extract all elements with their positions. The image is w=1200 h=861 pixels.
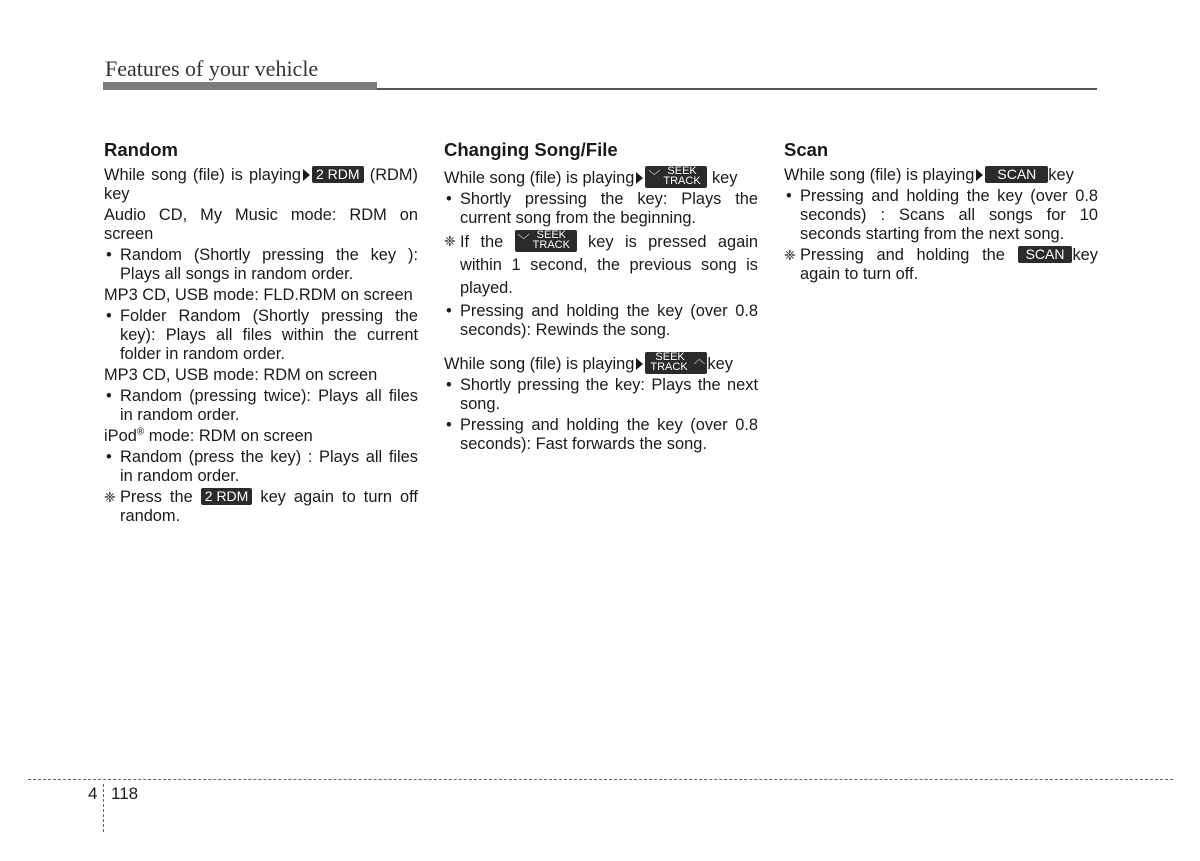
play-arrow-icon (636, 172, 643, 184)
random-intro-text: While song (file) is playing (104, 166, 301, 184)
chevron-down-icon: ﹀ (517, 233, 530, 247)
header-rule-thick (103, 82, 377, 90)
random-bullet-1: • Random (Shortly pressing the key ): Plays all songs in random order. (104, 246, 418, 284)
random-bullet-2: • Folder Random (Shortly pressing the key): Plays all files within the current folder in random order. (104, 307, 418, 364)
rdm-key-badge: 2 RDM (201, 488, 253, 505)
changing-intro2-text: While song (file) is playing (444, 355, 635, 373)
changing-bullet-3: • Shortly pressing the key: Plays the next song. (444, 376, 758, 414)
random-mode-mp3-fld: MP3 CD, USB mode: FLD.RDM on screen (104, 286, 413, 304)
registered-mark: ® (136, 426, 145, 438)
random-note (104, 488, 418, 526)
chevron-up-icon: ︿ (693, 352, 706, 366)
scan-key-badge: SCAN (985, 166, 1048, 183)
changing-intro-text: While song (file) is playing (444, 169, 635, 187)
ipod-mode-text: mode: RDM on screen (144, 427, 313, 445)
random-intro (104, 166, 418, 204)
changing-heading: Changing Song/File (444, 139, 618, 160)
changing-note (444, 230, 758, 300)
track-label: TRACK (532, 239, 570, 251)
chapter-number: 4 (88, 784, 98, 803)
seek-up-key-badge (645, 352, 707, 374)
seek-label: SEEK (667, 165, 697, 177)
page-header-title: Features of your vehicle (105, 56, 319, 81)
play-arrow-icon (976, 169, 983, 181)
scan-intro (784, 166, 1098, 185)
random-intro-suffix: (RDM) key (104, 166, 418, 203)
changing-intro (444, 166, 758, 188)
scan-intro-suffix: key (1048, 166, 1074, 184)
seek-down-key-badge (515, 230, 577, 252)
changing-intro-2 (444, 352, 758, 374)
footer-dashed-rule (28, 779, 1173, 780)
scan-section (784, 138, 1098, 286)
track-label: TRACK (650, 361, 688, 373)
changing-bullet-1: • Shortly pressing the key: Plays the current song from the beginning. (444, 190, 758, 228)
random-bullet-3: • Random (pressing twice): Plays all files in random order. (104, 387, 418, 425)
random-mode-ipod (104, 427, 418, 446)
play-arrow-icon (636, 358, 643, 370)
random-mode-audio-cd: Audio CD, My Music mode: RDM on screen (104, 206, 418, 243)
page-number: 118 (111, 784, 139, 803)
random-heading: Random (104, 139, 178, 160)
scan-note (784, 246, 1098, 284)
rdm-key-badge: 2 RDM (312, 166, 364, 183)
scan-note-post: key again to turn off. (800, 246, 1098, 283)
footer-dashed-divider (103, 784, 104, 832)
ipod-label: iPod (104, 427, 137, 445)
seek-label: SEEK (536, 229, 567, 241)
scan-heading: Scan (784, 139, 829, 160)
note-mark-icon: ❈ (444, 233, 456, 249)
random-mode-mp3-rdm: MP3 CD, USB mode: RDM on screen (104, 366, 378, 384)
seek-down-key-badge (645, 166, 707, 188)
random-bullet-4: • Random (press the key) : Plays all files in random order. (104, 448, 418, 486)
random-note-pre: Press the (120, 488, 201, 506)
note-mark-icon: ❈ (104, 489, 116, 505)
random-section (104, 138, 418, 528)
changing-intro-suffix: key (707, 169, 738, 187)
track-label: TRACK (663, 175, 701, 187)
play-arrow-icon (303, 169, 310, 181)
scan-note-pre: Pressing and holding the (800, 246, 1018, 264)
chevron-down-icon: ﹀ (648, 169, 661, 183)
scan-key-badge: SCAN (1018, 246, 1073, 263)
changing-bullet-2: • Pressing and holding the key (over 0.8 seconds): Rewinds the song. (444, 302, 758, 340)
seek-label: SEEK (655, 351, 685, 363)
changing-bullet-4: • Pressing and holding the key (over 0.8 seconds): Fast forwards the song. (444, 416, 758, 454)
changing-note-pre: If the (460, 233, 515, 251)
scan-bullet-1: • Pressing and holding the key (over 0.8 seconds) : Scans all songs for 10 seconds starting from the next song. (784, 187, 1098, 244)
changing-intro2-suffix: key (707, 355, 733, 373)
random-note-post: key again to turn off random. (120, 488, 418, 525)
changing-song-section (444, 138, 758, 456)
scan-intro-text: While song (file) is playing (784, 166, 975, 184)
header-rule-thin (377, 88, 1097, 90)
changing-note-post: key is pressed again within 1 second, the previous song is played. (460, 233, 758, 297)
note-mark-icon: ❈ (784, 247, 796, 263)
